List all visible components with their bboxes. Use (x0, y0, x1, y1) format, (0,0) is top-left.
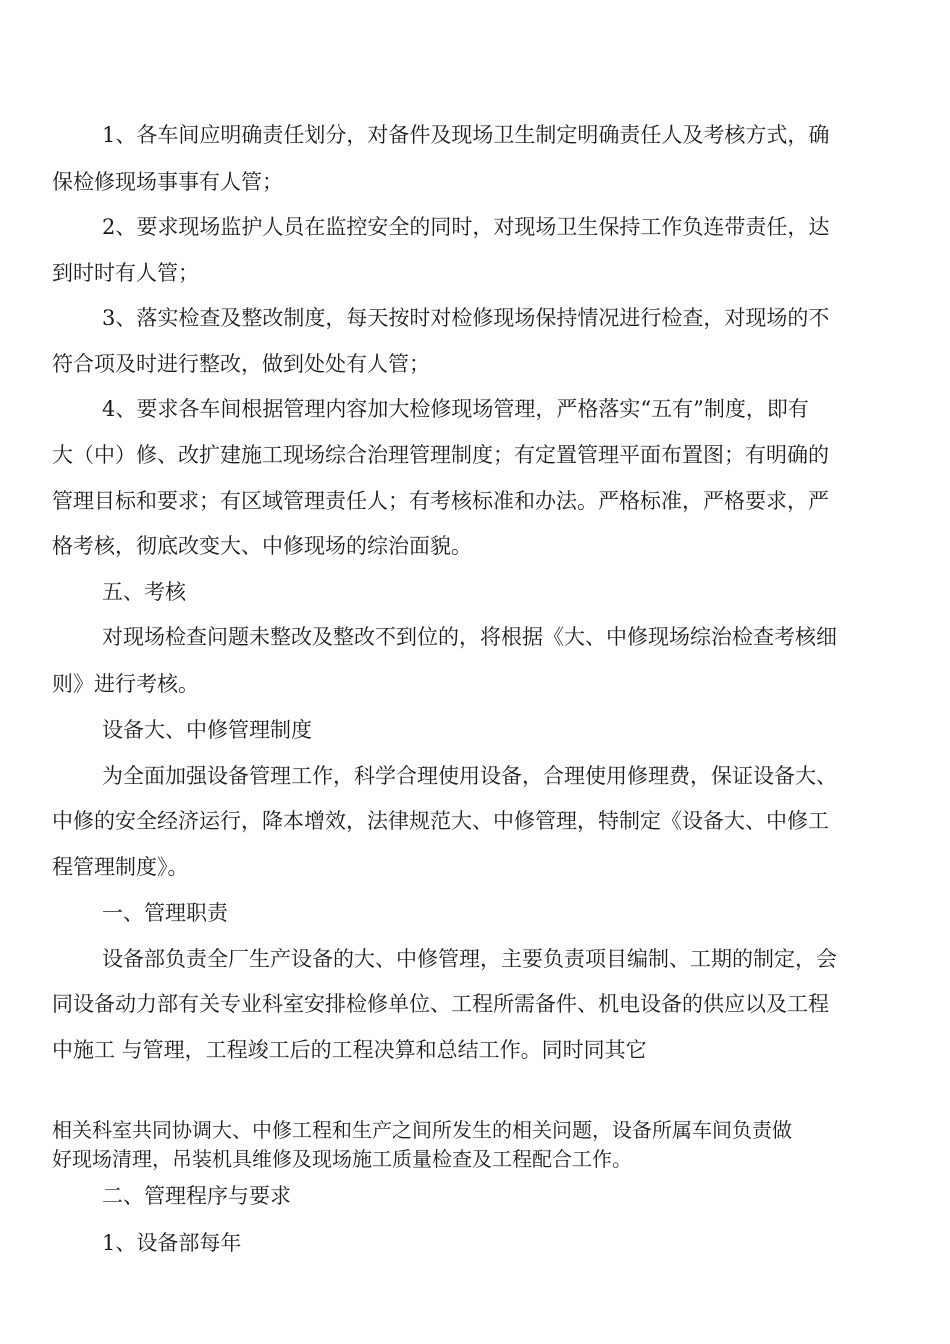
paragraph-line: 1、设备部每年 (102, 1231, 242, 1255)
document-title: 设备大、中修管理制度 (102, 718, 312, 742)
paragraph-line: 对现场检查问题未整改及整改不到位的，将根据《大、中修现场综治检查考核细 (102, 625, 837, 649)
section-heading: 二、管理程序与要求 (102, 1184, 291, 1208)
paragraph-line: 中修的安全经济运行，降本增效，法律规范大、中修管理，特制定《设备大、中修工 (52, 809, 829, 833)
paragraph-line: 设备部负责全厂生产设备的大、中修管理，主要负责项目编制、工期的制定，会 (102, 947, 837, 971)
paragraph-line: 则》进行考核。 (52, 672, 199, 696)
paragraph-line: 2、要求现场监护人员在监控安全的同时，对现场卫生保持工作负连带责任，达 (102, 215, 830, 239)
paragraph-line: 大（中）修、改扩建施工现场综合治理管理制度；有定置管理平面布置图；有明确的 (52, 443, 829, 467)
section-heading: 一、管理职责 (102, 901, 228, 925)
paragraph-line: 管理目标和要求；有区域管理责任人；有考核标准和办法。严格标准，严格要求，严 (52, 489, 829, 513)
paragraph-line: 到时时有人管； (52, 261, 199, 285)
paragraph-line: 1、各车间应明确责任划分，对备件及现场卫生制定明确责任人及考核方式，确 (102, 123, 830, 147)
paragraph-line: 好现场清理，吊装机具维修及现场施工质量检查及工程配合工作。 (52, 1147, 632, 1171)
paragraph-line: 保检修现场事事有人管； (52, 170, 283, 194)
paragraph-line: 格考核，彻底改变大、中修现场的综治面貌。 (52, 534, 472, 558)
paragraph-line: 4、要求各车间根据管理内容加大检修现场管理，严格落实“五有”制度，即有 (102, 397, 809, 421)
paragraph-line: 3、落实检查及整改制度，每天按时对检修现场保持情况进行检查，对现场的不 (102, 306, 830, 330)
paragraph-line: 中施工 与管理，工程竣工后的工程决算和总结工作。同时同其它 (52, 1038, 647, 1062)
paragraph-line: 程管理制度》。 (52, 855, 189, 879)
section-heading: 五、考核 (102, 580, 186, 604)
paragraph-line: 相关科室共同协调大、中修工程和生产之间所发生的相关问题，设备所属车间负责做 (52, 1118, 792, 1142)
paragraph-line: 符合项及时进行整改，做到处处有人管； (52, 352, 430, 376)
paragraph-line: 为全面加强设备管理工作，科学合理使用设备，合理使用修理费，保证设备大、 (102, 764, 837, 788)
paragraph-line: 同设备动力部有关专业科室安排检修单位、工程所需备件、机电设备的供应以及工程 (52, 992, 829, 1016)
